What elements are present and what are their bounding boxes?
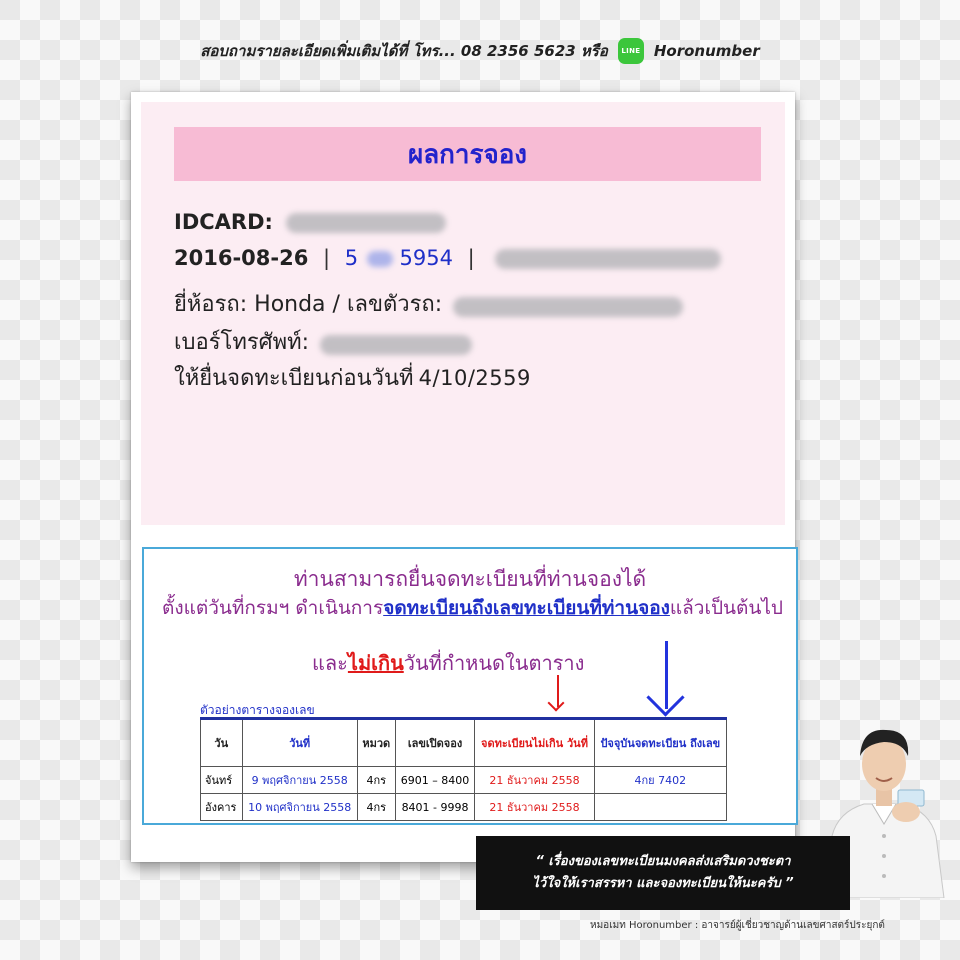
table-header: ปัจจุบันจดทะเบียน ถึงเลข [594,719,726,767]
deadline-row [174,360,531,395]
quote-line-2: ไว้ใจให้เราสรรหา และจองทะเบียนให้นะครับ ” [532,876,794,891]
quote-banner [476,836,850,910]
table-cell: 4กร [357,794,395,821]
redacted-phone [320,335,472,355]
vehicle-row [174,286,683,321]
info-line-2-post: แล้วเป็นต้นไป [669,597,783,619]
table-header: เลขเปิดจอง [395,719,475,767]
table-row [201,794,727,821]
contact-bar [0,36,960,66]
table-cell: 21 ธันวาคม 2558 [475,794,594,821]
table-cell: 6901 – 8400 [395,767,475,794]
info-line-2-highlight: จดทะเบียนถึงเลขทะเบียนที่ท่านจอง [383,597,670,619]
table-row [201,767,727,794]
info-line-1: ท่านสามารถยื่นจดทะเบียนที่ท่านจองได้ [293,567,647,591]
table-header: วันที่ [242,719,357,767]
plate-number: 5954 [399,246,453,270]
table-cell: อังคาร [201,794,243,821]
line-app-icon[interactable]: LINE [618,38,644,64]
example-booking-table [200,717,727,821]
info-line-2-pre: ตั้งแต่วันที่กรมฯ ดำเนินการ [162,597,384,619]
table-header: หมวด [357,719,395,767]
idcard-label: IDCARD: [174,210,273,234]
separator: | [323,246,331,270]
deadline-label: ให้ยื่นจดทะเบียนก่อนวันที่ [174,366,414,391]
idcard-row [174,210,446,234]
table-cell: 4กร [357,767,395,794]
table-cell [594,794,726,821]
info-line-3-red: ไม่เกิน [347,651,404,675]
table-cell: จันทร์ [201,767,243,794]
booking-date: 2016-08-26 [174,246,309,270]
info-line-3-pre: และ [312,651,348,675]
redacted-plate-letters [367,251,393,267]
info-line-3-post: วันที่กำหนดในตาราง [403,651,585,675]
brand-label: ยี่ห้อรถ: Honda / เลขตัวรถ: [174,292,443,317]
table-cell: 10 พฤศจิกายน 2558 [242,794,357,821]
result-panel [141,102,785,525]
line-id: Horonumber [653,42,760,60]
example-table-title: ตัวอย่างตารางจองเลข [200,703,315,717]
phone-row [174,324,472,359]
info-line-3 [312,647,584,679]
table-cell: 8401 - 9998 [395,794,475,821]
booking-row [174,246,721,270]
blue-down-arrow-icon [665,641,668,709]
table-cell: 21 ธันวาคม 2558 [475,767,594,794]
redacted-chassis-number [453,297,683,317]
table-cell: 4กย 7402 [594,767,726,794]
redacted-idcard [286,213,446,233]
info-line-2 [162,593,782,623]
red-down-arrow-icon [557,675,559,707]
deadline-date: 4/10/2559 [418,366,531,390]
separator: | [467,246,475,270]
contact-text: สอบถามรายละเอียดเพิ่มเติมได้ที่ โทร... 08 2356 5623 หรือ [200,42,608,60]
table-header-row [201,719,727,767]
phone-label: เบอร์โทรศัพท์: [174,330,310,355]
quote-line-1: “ เรื่องของเลขทะเบียนมงคลส่งเสริมดวงชะตา [535,854,791,869]
table-cell: 9 พฤศจิกายน 2558 [242,767,357,794]
credit-text: หมอเมท Horonumber : อาจารย์ผู้เชี่ยวชาญด้านเลขศาสตร์ประยุกต์ [590,920,885,931]
plate-prefix: 5 [344,246,359,270]
table-header: วัน [201,719,243,767]
registration-info-box [142,547,798,825]
booking-result-card [131,92,795,862]
redacted-owner-name [495,249,721,269]
result-title: ผลการจอง [174,127,761,181]
table-header: จดทะเบียนไม่เกิน วันที่ [475,719,594,767]
